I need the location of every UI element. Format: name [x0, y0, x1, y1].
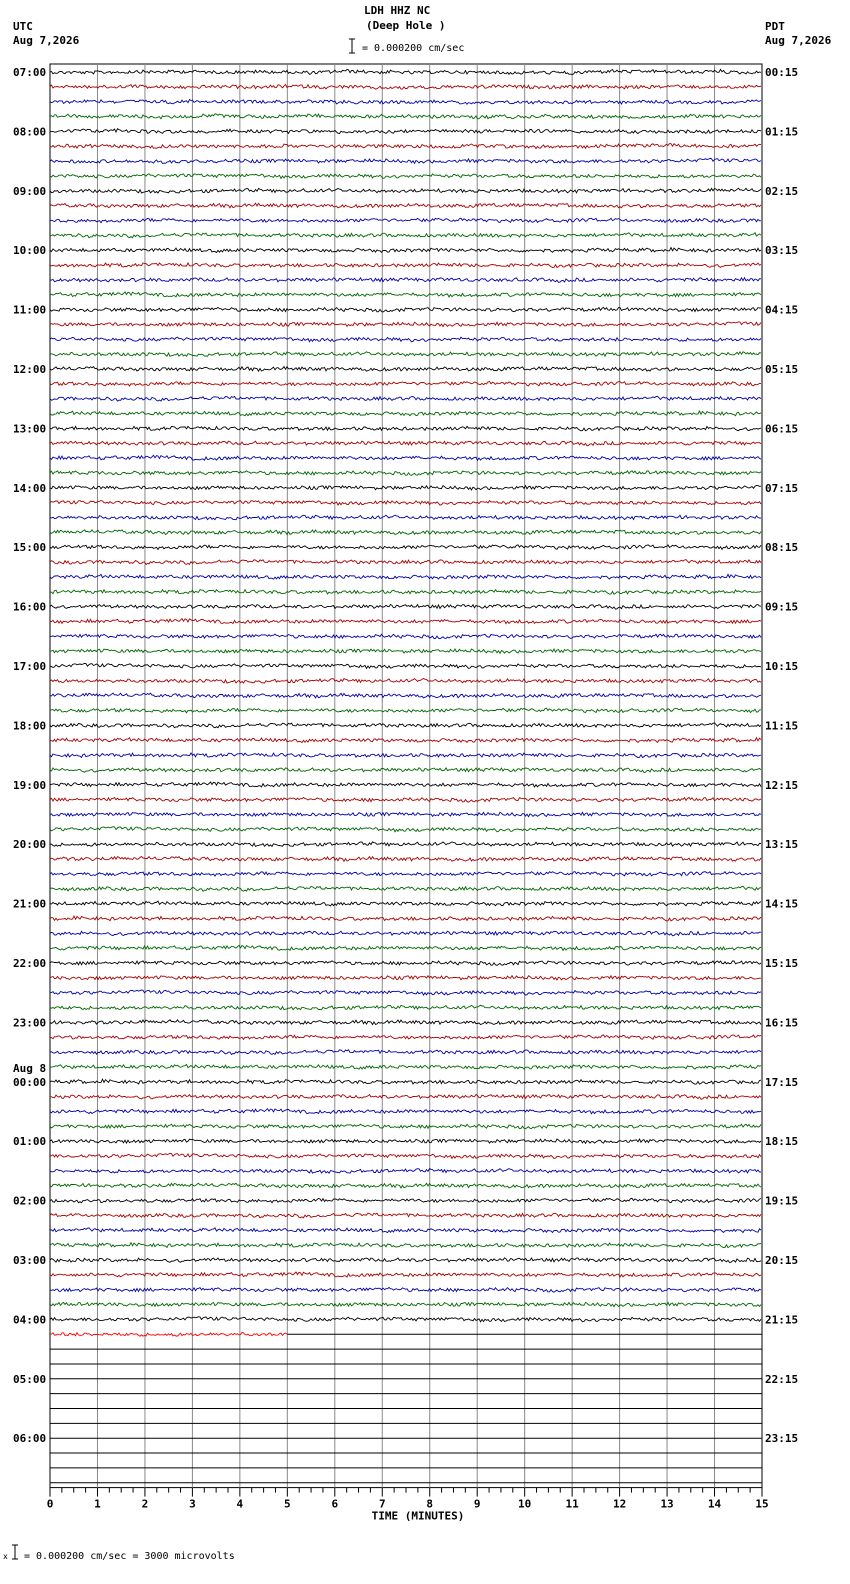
trace-line — [50, 961, 761, 966]
right-hour-label: 14:15 — [765, 897, 799, 911]
trace-line — [50, 1124, 761, 1129]
trace-line — [50, 396, 761, 401]
footer-mark: x — [3, 1552, 8, 1561]
x-tick-label: 3 — [189, 1497, 196, 1511]
right-hour-label: 01:15 — [765, 125, 799, 139]
left-hour-label: 17:00 — [13, 660, 47, 673]
right-hour-label: 22:15 — [765, 1372, 799, 1386]
trace-line — [50, 1050, 761, 1055]
left-hour-label: 19:00 — [13, 778, 47, 792]
right-hour-label: 17:15 — [765, 1075, 799, 1089]
trace-line — [50, 768, 761, 773]
trace-line — [50, 1272, 761, 1277]
trace-line — [50, 708, 761, 713]
trace-line — [50, 590, 761, 595]
x-tick-label: 1 — [94, 1497, 101, 1511]
trace-line — [50, 1332, 287, 1336]
x-tick-label: 4 — [236, 1497, 244, 1511]
trace-line — [50, 1228, 761, 1233]
trace-line — [50, 174, 761, 179]
right-hour-label: 04:15 — [765, 303, 799, 317]
right-hour-label: 06:15 — [765, 422, 799, 436]
trace-line — [50, 322, 761, 327]
trace-line — [50, 1109, 761, 1114]
right-hour-label: 23:15 — [765, 1432, 799, 1446]
trace-line — [50, 1169, 761, 1174]
right-hour-label: 08:15 — [765, 541, 799, 555]
trace-line — [50, 426, 761, 431]
trace-line — [50, 872, 761, 877]
trace-line — [50, 1317, 761, 1322]
trace-line — [50, 471, 761, 476]
trace-line — [50, 1064, 761, 1069]
left-timezone: UTC — [13, 20, 33, 33]
trace-line — [50, 144, 761, 149]
trace-line — [50, 916, 761, 921]
trace-line — [50, 574, 761, 579]
trace-line — [50, 85, 761, 90]
trace-line — [50, 278, 761, 283]
trace-line — [50, 1035, 761, 1040]
right-hour-label: 00:15 — [765, 66, 799, 79]
trace-line — [50, 901, 761, 906]
day-change-label: Aug 8 — [13, 1061, 47, 1075]
trace-line — [50, 842, 761, 847]
trace-line — [50, 263, 761, 268]
trace-line — [50, 798, 761, 803]
trace-line — [50, 723, 761, 728]
left-hour-label: 10:00 — [13, 244, 47, 258]
right-hour-label: 18:15 — [765, 1135, 799, 1149]
x-tick-label: 9 — [473, 1497, 481, 1511]
left-hour-label: 01:00 — [13, 1135, 47, 1149]
left-hour-label: 13:00 — [13, 422, 47, 436]
trace-line — [50, 1288, 761, 1293]
trace-line — [50, 292, 761, 297]
trace-line — [50, 619, 761, 624]
plot-frame — [50, 64, 762, 1488]
trace-line — [50, 69, 761, 74]
trace-line — [50, 782, 761, 787]
right-hour-label: 07:15 — [765, 481, 799, 495]
x-tick-label: 6 — [331, 1497, 339, 1511]
station-title: LDH HHZ NC — [364, 4, 431, 17]
right-hour-label: 20:15 — [765, 1254, 799, 1267]
trace-line — [50, 634, 761, 639]
right-hour-label: 19:15 — [765, 1194, 799, 1208]
trace-line — [50, 501, 761, 506]
right-date: Aug 7,2026 — [765, 34, 832, 47]
trace-line — [50, 367, 761, 372]
footer-scale-icon — [11, 1544, 19, 1560]
trace-line — [50, 1183, 761, 1188]
x-tick-label: 12 — [612, 1497, 627, 1511]
x-tick-label: 2 — [141, 1497, 149, 1511]
trace-line — [50, 218, 761, 223]
left-hour-label: 15:00 — [13, 541, 47, 555]
footer-scale-text: = 0.000200 cm/sec = 3000 microvolts — [24, 1551, 235, 1562]
trace-line — [50, 530, 761, 535]
x-tick-label: 5 — [284, 1497, 291, 1511]
left-hour-label: 16:00 — [13, 600, 47, 614]
x-tick-label: 15 — [755, 1497, 769, 1511]
trace-line — [50, 738, 761, 743]
left-hour-label: 14:00 — [13, 481, 47, 495]
trace-line — [50, 663, 761, 668]
trace-line — [50, 945, 761, 950]
trace-line — [50, 158, 761, 163]
trace-line — [50, 248, 761, 253]
trace-line — [50, 1153, 761, 1158]
trace-line — [50, 1243, 761, 1248]
trace-line — [50, 455, 761, 460]
trace-line — [50, 129, 761, 134]
x-tick-label: 13 — [660, 1497, 674, 1511]
trace-line — [50, 931, 761, 936]
trace-line — [50, 545, 761, 550]
right-hour-label: 03:15 — [765, 244, 799, 258]
trace-line — [50, 1213, 761, 1218]
trace-line — [50, 605, 761, 610]
trace-line — [50, 693, 761, 698]
left-hour-label: 04:00 — [13, 1313, 47, 1327]
trace-line — [50, 1079, 761, 1084]
trace-line — [50, 1020, 761, 1025]
trace-line — [50, 382, 761, 387]
trace-line — [50, 203, 761, 208]
left-hour-label: 05:00 — [13, 1372, 47, 1386]
x-tick-label: 0 — [46, 1497, 54, 1511]
right-hour-label: 16:15 — [765, 1016, 799, 1030]
trace-line — [50, 515, 761, 520]
trace-line — [50, 486, 761, 491]
trace-line — [50, 1258, 761, 1263]
x-tick-label: 11 — [565, 1497, 579, 1511]
trace-line — [50, 337, 761, 342]
trace-line — [50, 679, 761, 684]
trace-line — [50, 560, 761, 565]
right-hour-label: 21:15 — [765, 1313, 799, 1327]
right-hour-label: 02:15 — [765, 184, 799, 198]
location-title: (Deep Hole ) — [366, 19, 446, 32]
trace-line — [50, 827, 761, 832]
right-hour-label: 13:15 — [765, 838, 799, 852]
x-tick-label: 14 — [707, 1497, 722, 1511]
left-hour-label: 00:00 — [13, 1075, 47, 1089]
left-hour-label: 06:00 — [13, 1432, 47, 1446]
trace-line — [50, 990, 761, 995]
left-date: Aug 7,2026 — [13, 34, 80, 47]
trace-line — [50, 114, 761, 119]
trace-line — [50, 1302, 761, 1306]
trace-line — [50, 812, 761, 816]
left-hour-label: 09:00 — [13, 184, 47, 198]
trace-line — [50, 100, 761, 105]
left-hour-label: 07:00 — [13, 66, 47, 79]
trace-line — [50, 649, 761, 653]
left-hour-label: 02:00 — [13, 1194, 47, 1208]
right-hour-label: 12:15 — [765, 778, 799, 792]
trace-line — [50, 886, 761, 891]
left-hour-label: 11:00 — [13, 303, 47, 317]
left-hour-label: 21:00 — [13, 897, 47, 911]
left-hour-label: 23:00 — [13, 1016, 47, 1030]
trace-line — [50, 352, 761, 357]
trace-line — [50, 307, 761, 312]
trace-line — [50, 976, 761, 980]
x-axis-label: TIME (MINUTES) — [371, 1509, 465, 1523]
left-hour-label: 20:00 — [13, 838, 47, 852]
scale-label: = 0.000200 cm/sec — [362, 43, 465, 54]
trace-line — [50, 1139, 761, 1143]
right-hour-label: 09:15 — [765, 600, 799, 614]
trace-line — [50, 233, 761, 238]
left-hour-label: 12:00 — [13, 363, 47, 376]
trace-line — [50, 1005, 761, 1010]
right-hour-label: 05:15 — [765, 363, 799, 376]
x-tick-label: 10 — [518, 1497, 532, 1511]
trace-line — [50, 857, 761, 862]
right-hour-label: 11:15 — [765, 719, 799, 733]
trace-line — [50, 753, 761, 758]
left-hour-label: 22:00 — [13, 957, 47, 970]
left-hour-label: 08:00 — [13, 125, 47, 139]
trace-line — [50, 1095, 761, 1100]
trace-line — [50, 188, 761, 193]
left-hour-label: 18:00 — [13, 719, 47, 733]
x-tick-label: 8 — [426, 1497, 434, 1511]
trace-line — [50, 441, 761, 446]
right-hour-label: 15:15 — [765, 957, 799, 970]
right-timezone: PDT — [765, 20, 785, 33]
trace-line — [50, 411, 761, 416]
x-tick-label: 7 — [378, 1497, 386, 1511]
left-hour-label: 03:00 — [13, 1254, 47, 1267]
right-hour-label: 10:15 — [765, 660, 799, 673]
trace-line — [50, 1198, 761, 1203]
